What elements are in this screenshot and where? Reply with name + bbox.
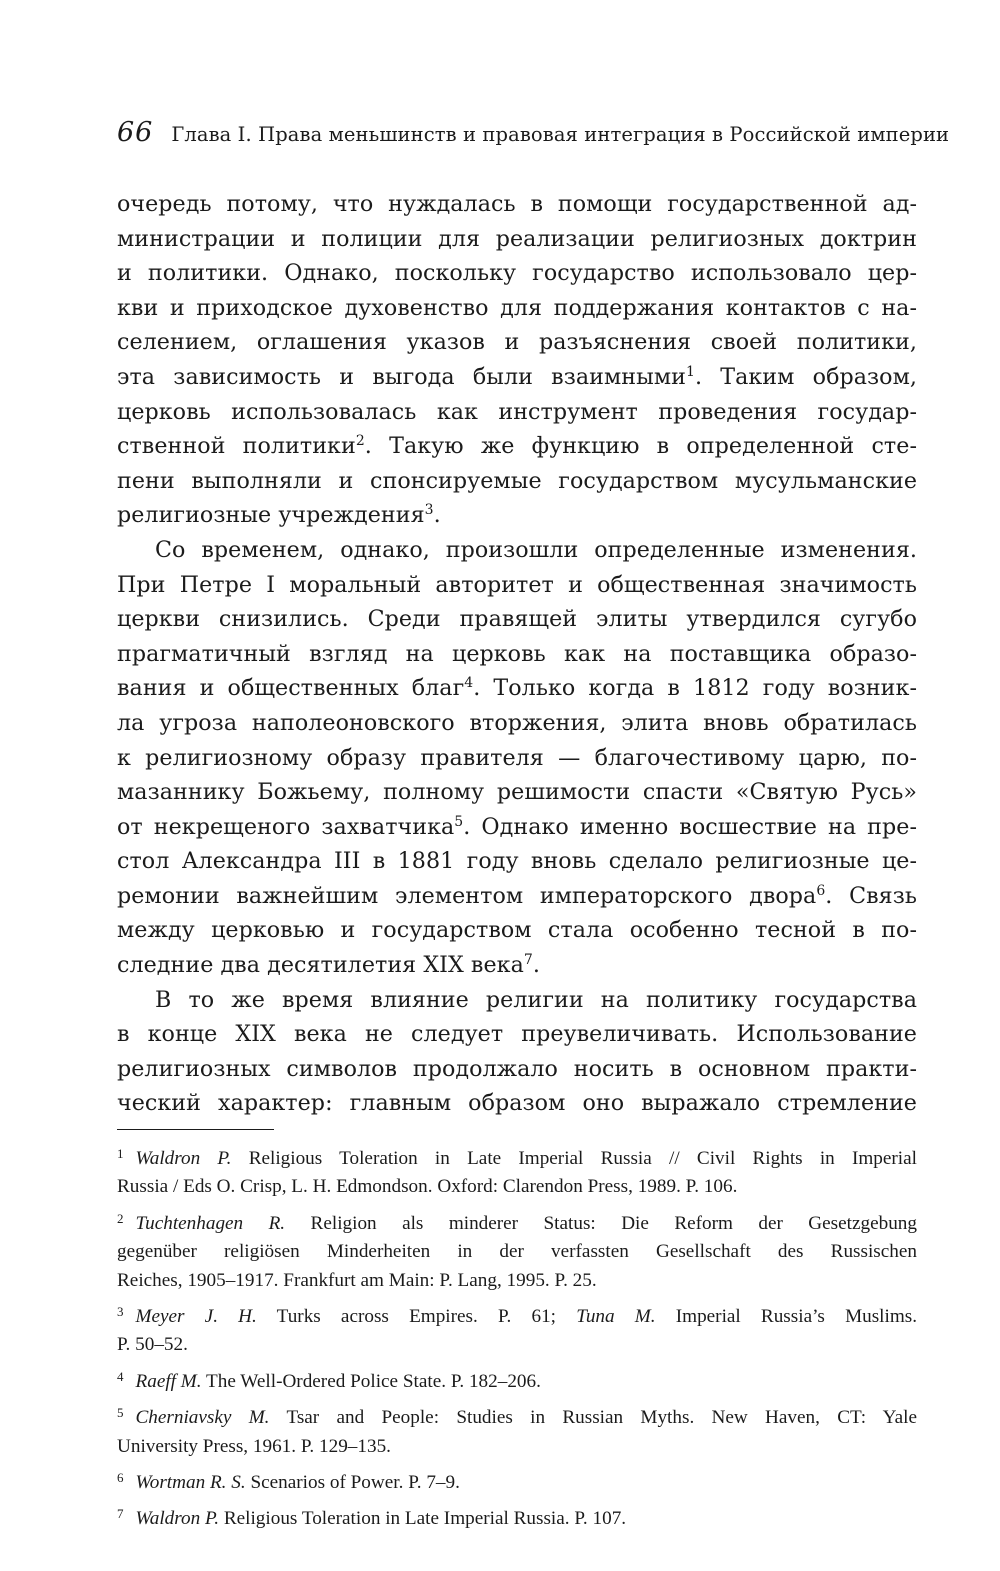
footnote-ref[interactable]: 7 xyxy=(523,952,533,969)
footnote-line: 4 Raeff M. The Well-Ordered Police State. P. 182–206. xyxy=(117,1368,541,1392)
text-line: прагматичный взгляд на церковь как на поставщика образо- xyxy=(117,640,917,667)
footnote-5 xyxy=(117,1399,917,1461)
text-line: религиозные учреждения$^3$. xyxy=(117,502,441,529)
text-line: пени выполняли и спонсируемые государством мусульманские xyxy=(117,467,917,494)
footnote-line: Reiches, 1905–1917. Frankfurt am Main: P. Lang, 1995. P. 25. xyxy=(117,1269,597,1291)
footnote-4 xyxy=(117,1363,917,1396)
text-line: между церковью и государством стала особенно тесной в по- xyxy=(117,917,917,944)
footnote-3 xyxy=(117,1298,917,1360)
text-line: в конце XIX века не следует преувеличивать. Использование xyxy=(117,1021,917,1048)
text-line: от некрещеного захватчика$^5$. Однако именно восшествие на пре- xyxy=(117,813,917,840)
page-number: 66 xyxy=(117,117,154,148)
text-line: В то же время влияние религии на политику государства xyxy=(155,986,917,1013)
text-line: следние два десятилетия XIX века$^7$. xyxy=(117,952,540,979)
text-line: вания и общественных благ$^4$. Только когда в 1812 году возник- xyxy=(117,675,917,702)
paragraph-1 xyxy=(117,187,917,533)
running-header xyxy=(117,117,950,157)
footnote-6 xyxy=(117,1464,917,1497)
footnote-ref[interactable]: 1 xyxy=(685,363,695,380)
footnote-line: 1 Waldron P. Religious Toleration in Late Imperial Russia // Civil Rights in Imperial xyxy=(117,1146,917,1169)
footnote-ref[interactable]: 6 xyxy=(816,882,826,899)
footnote-line: 3 Meyer J. H. Turks across Empires. P. 61; Tuna M. Imperial Russia’s Muslims. xyxy=(117,1304,918,1328)
text-line: мазаннику Божьему, полному решимости спасти «Святую Русь» xyxy=(117,779,917,806)
footnote-line: 7 Waldron P. Religious Toleration in Late Imperial Russia. P. 107. xyxy=(117,1506,627,1530)
paragraph-2 xyxy=(117,533,917,983)
footnote-line: 2 Tuchtenhagen R. Religion als minderer Status: Die Reform der Gesetzgebung xyxy=(117,1210,917,1234)
text-line: При Петре I моральный авторитет и общественная значимость xyxy=(117,571,917,598)
footnote-line: Russia / Eds O. Crisp, L. H. Edmondson. Oxford: Clarendon Press, 1989. P. 106. xyxy=(117,1176,738,1198)
text-line: церковь использовалась как инструмент проведения государ- xyxy=(117,398,917,425)
text-line: очередь потому, что нуждалась в помощи государственной ад- xyxy=(117,191,917,217)
text-line: к религиозному образу правителя — благочестивому царю, по- xyxy=(117,744,917,771)
footnote-separator xyxy=(117,1129,274,1130)
footnotes xyxy=(117,1140,917,1537)
text-line: религиозных символов продолжало носить в основном практи- xyxy=(117,1055,917,1082)
footnote-ref[interactable]: 3 xyxy=(424,502,434,519)
footnote-ref[interactable]: 4 xyxy=(464,675,474,692)
text-line: ла угроза наполеоновского вторжения, элита вновь обратилась xyxy=(117,709,917,736)
footnote-2 xyxy=(117,1205,917,1295)
footnote-line: 6 Wortman R. S. Scenarios of Power. P. 7–9. xyxy=(117,1470,460,1494)
footnote-ref[interactable]: 2 xyxy=(355,433,365,450)
footnote-ref[interactable]: 5 xyxy=(454,813,464,830)
text-line: ческий характер: главным образом оно выражало стремление xyxy=(117,1090,917,1117)
main-text xyxy=(117,187,917,1121)
text-line: церкви снизились. Среди правящей элиты утвердился сугубо xyxy=(117,606,917,633)
text-line: и политики. Однако, поскольку государство использовало цер- xyxy=(117,260,917,287)
text-line: ремонии важнейшим элементом императорского двора$^6$. Связь xyxy=(117,882,917,909)
paragraph-3 xyxy=(117,983,917,1121)
text-line: Со временем, однако, произошли определенные изменения. xyxy=(155,536,917,563)
running-title: Глава I. Права меньшинств и правовая интеграция в Российской империи xyxy=(171,123,950,146)
text-line: кви и приходское духовенство для поддержания контактов с на- xyxy=(117,294,917,321)
footnote-line: P. 50–52. xyxy=(117,1334,188,1356)
footnote-7 xyxy=(117,1500,917,1533)
text-line: министрации и полиции для реализации религиозных доктрин xyxy=(117,225,917,252)
text-line: эта зависимость и выгода были взаимными$^1$. Таким образом, xyxy=(117,363,917,390)
footnote-line: gegenüber religiösen Minderheiten in der verfassten Gesellschaft des Russischen xyxy=(117,1241,917,1263)
text-line: селением, оглашения указов и разъяснения своей политики, xyxy=(117,329,917,356)
footnote-line: 5 Cherniavsky M. Tsar and People: Studies in Russian Myths. New Haven, CT: Yale xyxy=(117,1405,917,1429)
text-line: ственной политики$^2$. Такую же функцию в определенной сте- xyxy=(117,433,917,460)
text-line: стол Александра III в 1881 году вновь сделало религиозные це- xyxy=(117,848,917,875)
footnote-1 xyxy=(117,1140,917,1202)
footnote-line: University Press, 1961. P. 129–135. xyxy=(117,1435,391,1457)
